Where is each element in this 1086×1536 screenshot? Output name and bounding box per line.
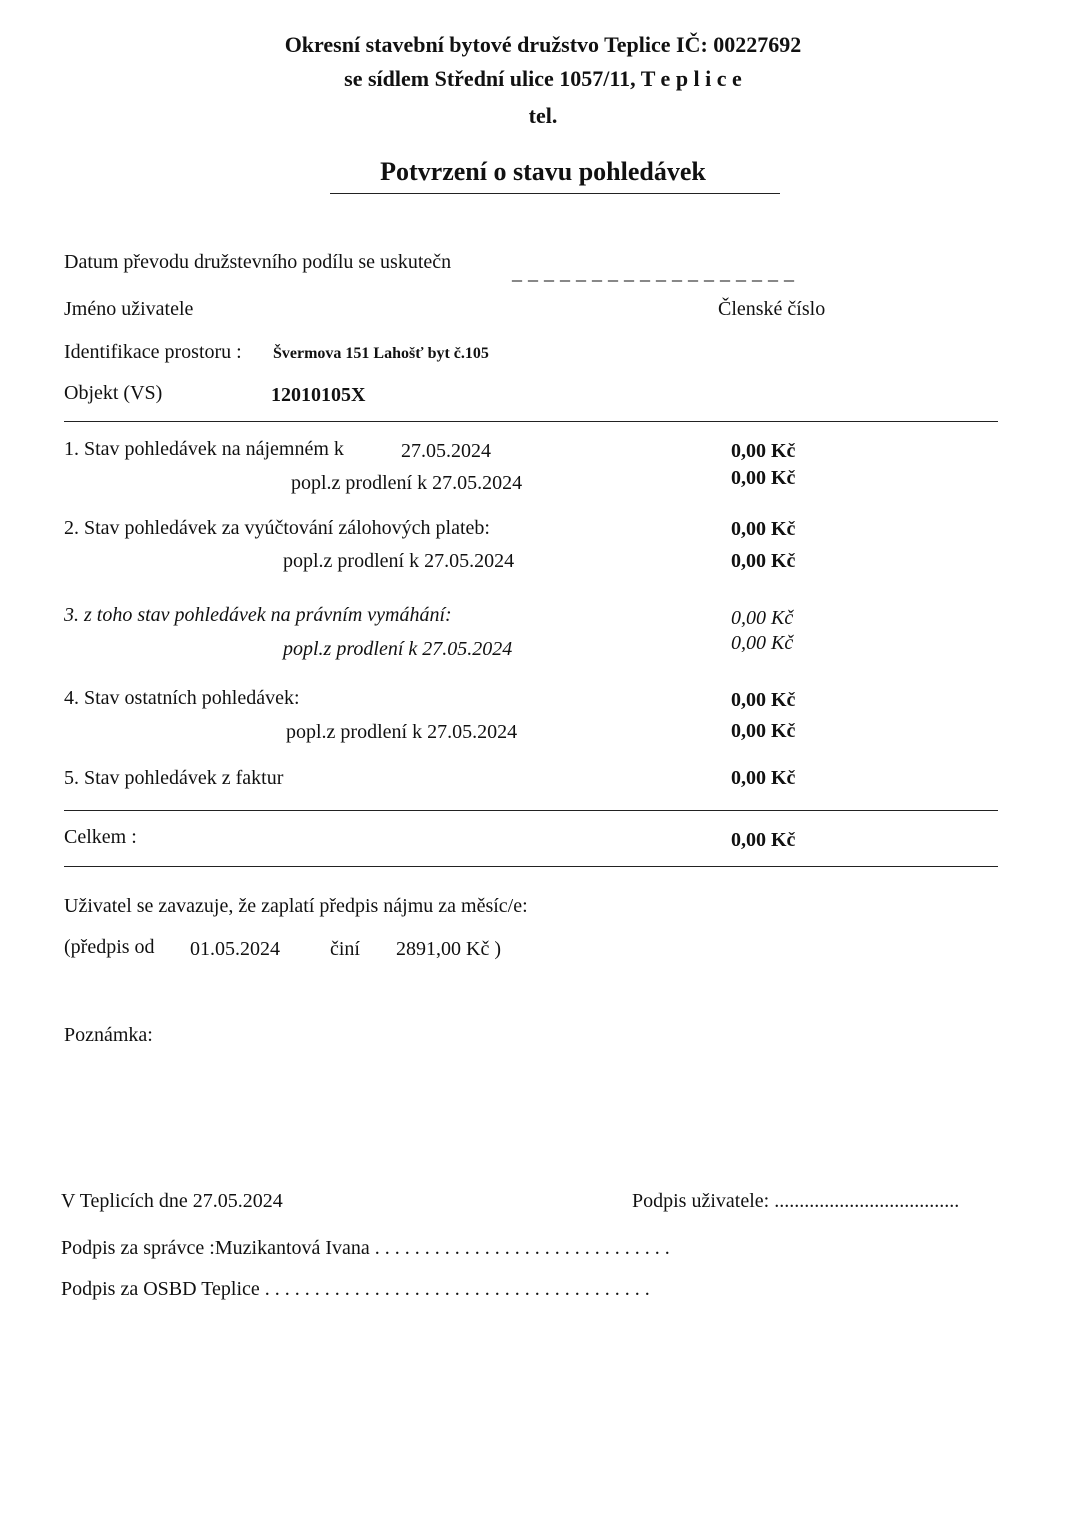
item-2-label: 2. Stav pohledávek za vyúčtování zálohových plateb: xyxy=(64,517,490,539)
user-signature-line: Podpis uživatele: ..................................... xyxy=(632,1190,960,1212)
total-label: Celkem : xyxy=(64,826,137,848)
total-amount: 0,00 Kč xyxy=(731,829,796,851)
space-label: Identifikace prostoru : xyxy=(64,341,242,363)
osbd-signature-line: Podpis za OSBD Teplice . . . . . . . . . . . . . . . . . . . . . . . . . . . . . . . . . . . . . . . xyxy=(61,1278,650,1300)
manager-signature-line: Podpis za správce :Muzikantová Ivana . . . . . . . . . . . . . . . . . . . . . . . . . . . . . . xyxy=(61,1237,670,1259)
commitment-equals: činí xyxy=(330,938,360,960)
item-5-amount: 0,00 Kč xyxy=(731,767,796,789)
commitment-amount: 2891,00 Kč ) xyxy=(396,938,501,960)
item-4-fee-label: popl.z prodlení k 27.05.2024 xyxy=(286,721,518,743)
item-3-label: 3. z toho stav pohledávek na právním vymáhání: xyxy=(64,604,452,626)
header-line-1: Okresní stavební bytové družstvo Teplice IČ: 00227692 xyxy=(284,32,802,57)
commitment-from-label: (předpis od xyxy=(64,936,155,958)
item-1-amount: 0,00 Kč xyxy=(731,440,796,462)
space-value: Švermova 151 Lahošť byt č.105 xyxy=(273,345,489,362)
transfer-label: Datum převodu družstevního podílu se uskutečn xyxy=(64,251,452,273)
divider-total-top xyxy=(64,810,998,811)
commitment-text: Uživatel se zavazuje, že zaplatí předpis nájmu za měsíc/e: xyxy=(64,895,528,917)
item-3-fee-amount: 0,00 Kč xyxy=(731,632,794,654)
commitment-from-date: 01.05.2024 xyxy=(190,938,280,960)
object-value: 12010105X xyxy=(271,384,366,406)
transfer-dashes: _ _ _ _ _ _ _ _ _ _ _ _ _ _ _ _ _ _ xyxy=(512,262,795,284)
title-underline xyxy=(330,193,780,194)
item-3-amount: 0,00 Kč xyxy=(731,607,794,629)
item-1-fee-amount: 0,00 Kč xyxy=(731,467,796,489)
item-3-fee-label: popl.z prodlení k 27.05.2024 xyxy=(283,638,513,660)
place-date: V Teplicích dne 27.05.2024 xyxy=(61,1190,283,1212)
page-title: Potvrzení o stavu pohledávek xyxy=(380,157,706,186)
item-4-label: 4. Stav ostatních pohledávek: xyxy=(64,687,300,709)
object-label: Objekt (VS) xyxy=(64,382,163,404)
member-number-label: Členské číslo xyxy=(718,298,826,320)
item-4-amount: 0,00 Kč xyxy=(731,689,796,711)
item-1-date: 27.05.2024 xyxy=(401,440,491,462)
divider-top xyxy=(64,421,998,422)
user-name-label: Jméno uživatele xyxy=(64,298,194,320)
header-line-3: tel. xyxy=(528,103,558,128)
item-2-fee-amount: 0,00 Kč xyxy=(731,550,796,572)
note-label: Poznámka: xyxy=(64,1024,153,1046)
divider-total-bottom xyxy=(64,866,998,867)
item-5-label: 5. Stav pohledávek z faktur xyxy=(64,767,284,789)
header-line-2: se sídlem Střední ulice 1057/11, T e p l i c e xyxy=(344,66,742,91)
item-2-amount: 0,00 Kč xyxy=(731,518,796,540)
item-4-fee-amount: 0,00 Kč xyxy=(731,720,796,742)
item-1-label: 1. Stav pohledávek na nájemném k xyxy=(64,438,344,460)
item-2-fee-label: popl.z prodlení k 27.05.2024 xyxy=(283,550,515,572)
item-1-fee-label: popl.z prodlení k 27.05.2024 xyxy=(291,472,523,494)
